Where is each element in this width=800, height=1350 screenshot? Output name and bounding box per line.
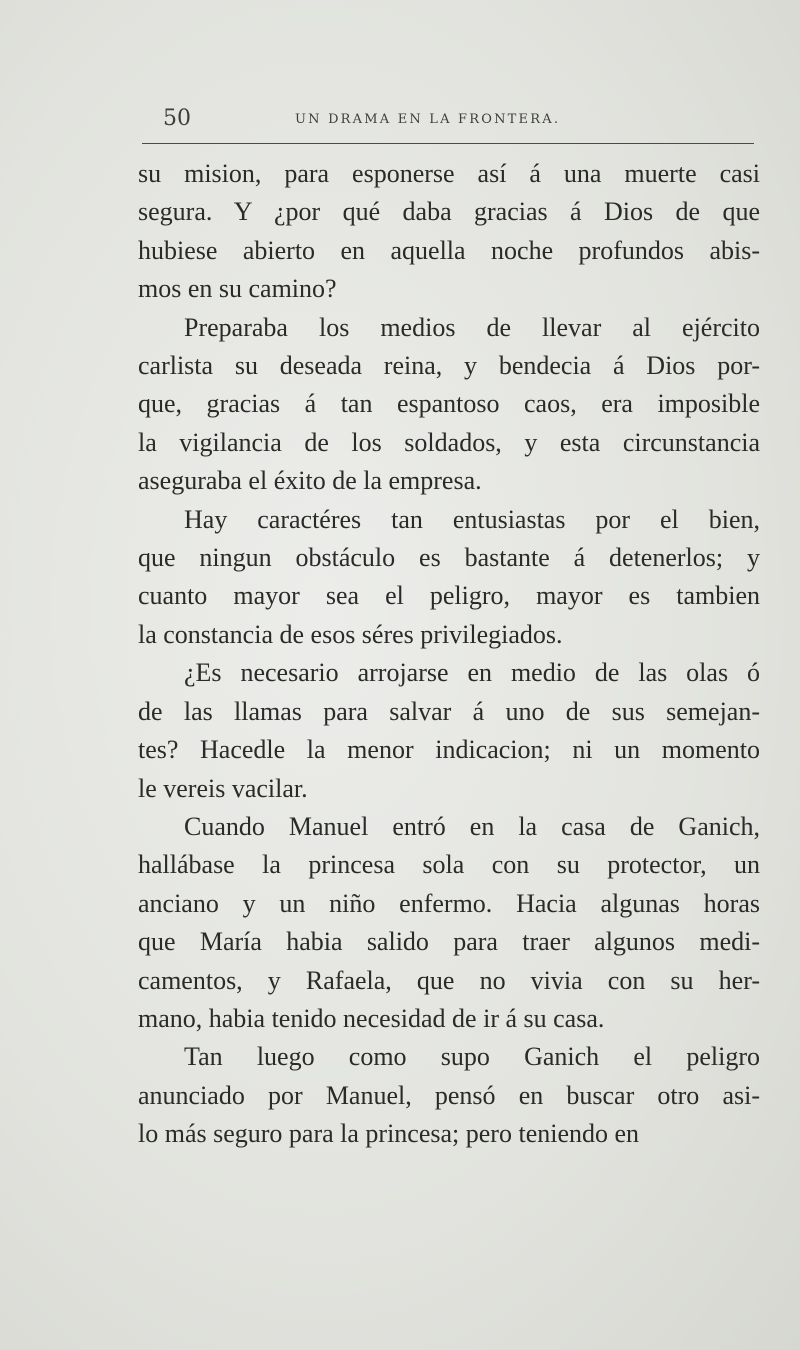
- text-line: anunciado por Manuel, pensó en buscar otro asi-: [138, 1080, 760, 1110]
- paragraph: [138, 808, 760, 1038]
- text-line: Hay caractéres tan entusiastas por el bien,: [184, 504, 760, 534]
- body-text: [138, 155, 760, 1154]
- text-line: Cuando Manuel entró en la casa de Ganich,: [184, 811, 760, 841]
- text-line: camentos, y Rafaela, que no vivia con su her-: [138, 965, 760, 995]
- text-line: anciano y un niño enfermo. Hacia algunas horas: [138, 888, 760, 918]
- text-line: lo más seguro para la princesa; pero teniendo en: [138, 1119, 640, 1149]
- text-line: aseguraba el éxito de la empresa.: [138, 466, 482, 496]
- page-header: [163, 106, 763, 136]
- paragraph: [138, 1038, 760, 1153]
- text-line: que ningun obstáculo es bastante á detenerlos; y: [138, 543, 760, 573]
- text-line: tes? Hacedle la menor indicacion; ni un momento: [138, 735, 760, 765]
- running-title: UN DRAMA EN LA FRONTERA.: [295, 112, 561, 127]
- page-number: 50: [163, 106, 191, 131]
- text-line: carlista su deseada reina, y bendecia á Dios por-: [138, 351, 760, 381]
- text-line: la vigilancia de los soldados, y esta circunstancia: [138, 427, 760, 457]
- text-line: Preparaba los medios de llevar al ejército: [184, 312, 760, 342]
- text-line: su mision, para esponerse así á una muerte casi: [138, 159, 760, 188]
- text-line: la constancia de esos séres privilegiados.: [138, 619, 563, 649]
- paragraph: [138, 501, 760, 655]
- text-line: Tan luego como supo Ganich el peligro: [184, 1042, 760, 1072]
- text-line: cuanto mayor sea el peligro, mayor es tambien: [138, 581, 760, 611]
- header-rule: [142, 143, 754, 144]
- paragraph: [138, 654, 760, 808]
- text-line: ¿Es necesario arrojarse en medio de las olas ó: [184, 658, 760, 688]
- text-line: segura. Y ¿por qué daba gracias á Dios de que: [138, 197, 760, 227]
- text-line: mano, habia tenido necesidad de ir á su casa.: [138, 1003, 605, 1033]
- paragraph: [138, 309, 760, 501]
- text-line: hallábase la princesa sola con su protector, un: [138, 850, 760, 880]
- text-line: que, gracias á tan espantoso caos, era imposible: [138, 389, 760, 419]
- text-line: hubiese abierto en aquella noche profundos abis-: [138, 235, 760, 265]
- text-line: que María habia salido para traer algunos medi-: [138, 927, 760, 957]
- text-line: le vereis vacilar.: [138, 773, 308, 803]
- paragraph: [138, 155, 760, 309]
- text-line: mos en su camino?: [138, 274, 337, 304]
- text-line: de las llamas para salvar á uno de sus semejan-: [138, 696, 760, 726]
